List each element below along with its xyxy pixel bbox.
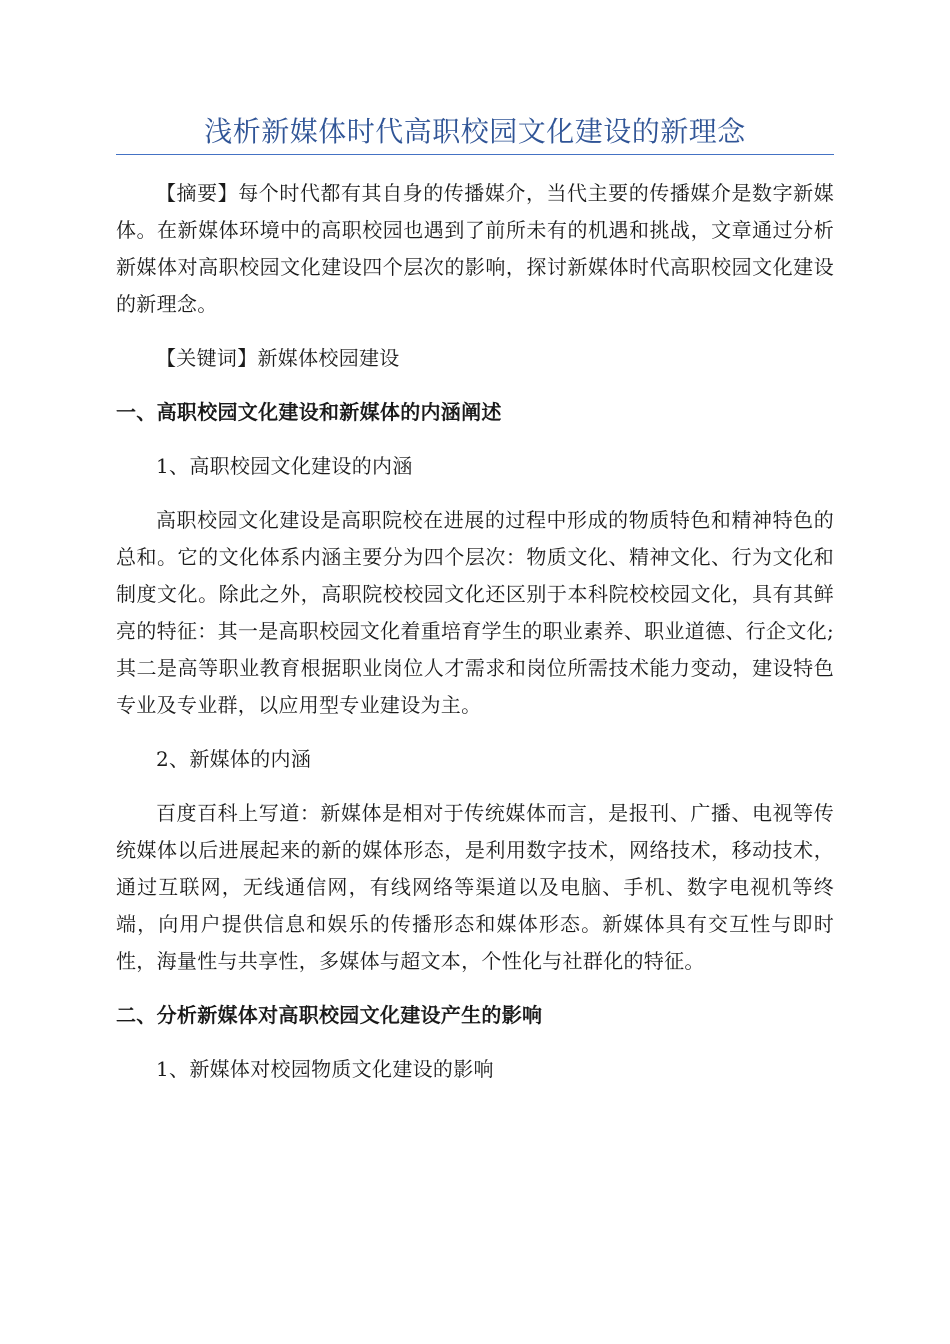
section-1-paragraph-1: 高职校园文化建设是高职院校在进展的过程中形成的物质特色和精神特色的总和。它的文化体系内涵主要分为四个层次：物质文化、精神文化、行为文化和制度文化。除此之外，高职院校校园文化还区别于本科院校校园文化，具有其鲜亮的特征：其一是高职校园文化着重培育学生的职业素养、职业道德、行企文化;其二是高等职业教育根据职业岗位人才需求和岗位所需技术能力变动，建设特色专业及专业群，以应用型专业建设为主。 — [116, 508, 834, 717]
title-underline — [116, 154, 834, 155]
section-2-subheading-1: 1、新媒体对校园物质文化建设的影响 — [156, 1057, 494, 1081]
keywords-line: 【关键词】新媒体校园建设 — [156, 346, 400, 370]
document-title: 浅析新媒体时代高职校园文化建设的新理念 — [204, 115, 746, 148]
section-1-subheading-1: 1、高职校园文化建设的内涵 — [156, 454, 413, 478]
document-body — [116, 175, 834, 1088]
section-1-subheading-2: 2、新媒体的内涵 — [156, 747, 312, 771]
section-2-heading: 二、分析新媒体对高职校园文化建设产生的影响 — [116, 1003, 543, 1027]
abstract-paragraph: 【摘要】每个时代都有其自身的传播媒介，当代主要的传播媒介是数字新媒体。在新媒体环境中的高职校园也遇到了前所未有的机遇和挑战，文章通过分析新媒体对高职校园文化建设四个层次的影响，探讨新媒体时代高职校园文化建设的新理念。 — [116, 181, 834, 316]
section-1-heading: 一、高职校园文化建设和新媒体的内涵阐述 — [116, 400, 502, 424]
section-1-paragraph-2: 百度百科上写道：新媒体是相对于传统媒体而言，是报刊、广播、电视等传统媒体以后进展起来的新的媒体形态，是利用数字技术，网络技术，移动技术，通过互联网，无线通信网，有线网络等渠道以及电脑、手机、数字电视机等终端，向用户提供信息和娱乐的传播形态和媒体形态。新媒体具有交互性与即时性，海量性与共享性，多媒体与超文本，个性化与社群化的特征。 — [116, 801, 834, 973]
